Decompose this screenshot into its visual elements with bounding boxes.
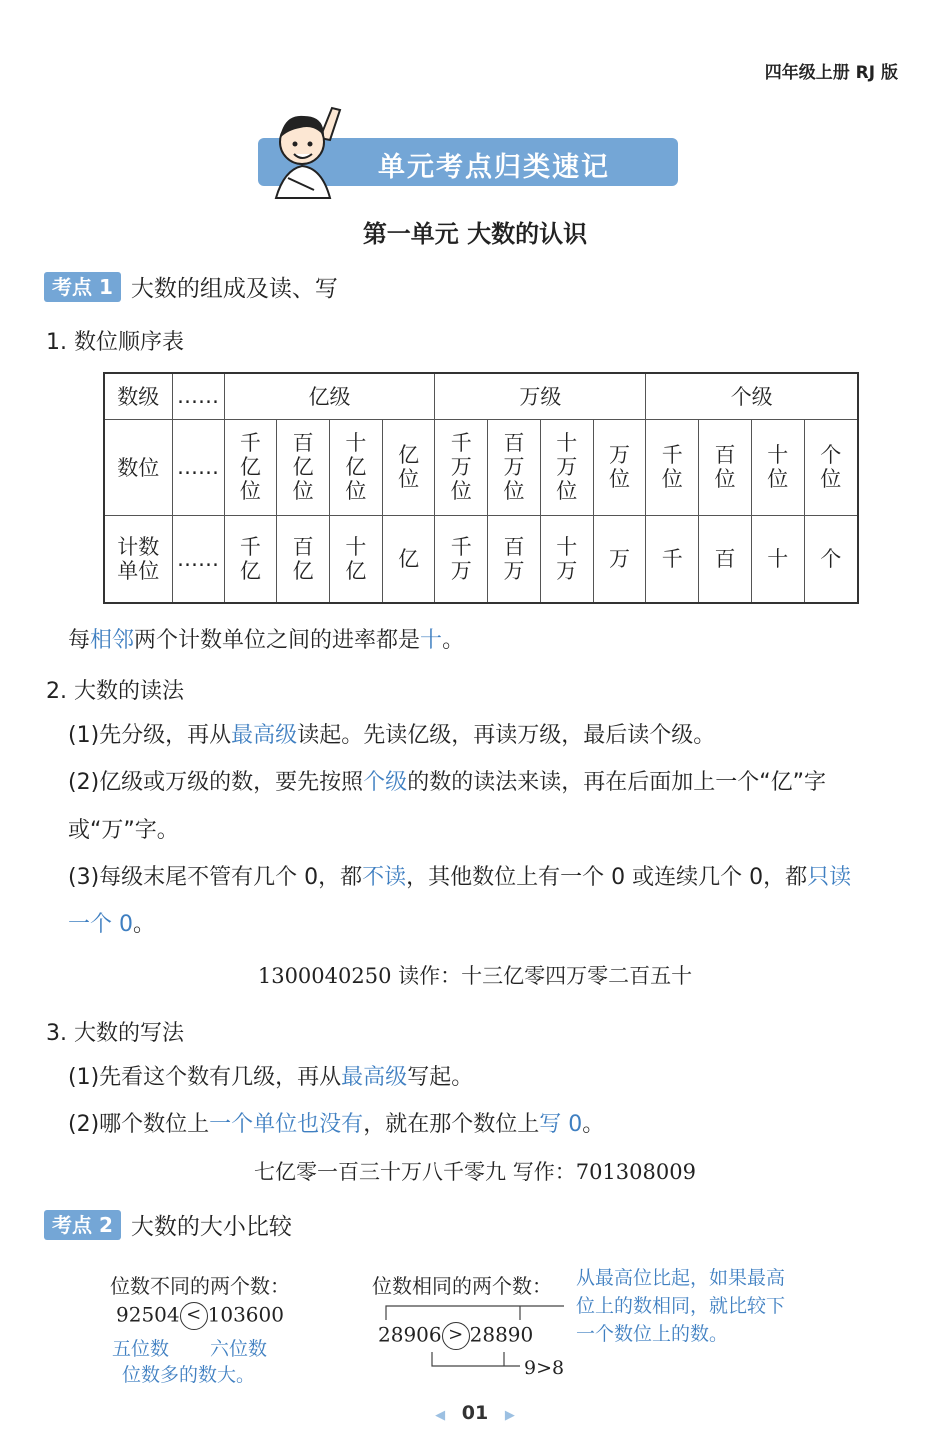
place-cell: 百亿位: [292, 431, 314, 503]
dots-cell: ……: [172, 419, 224, 515]
unit-cell: 百: [714, 546, 736, 571]
compare-right-explanation: [576, 1264, 785, 1348]
mascot-boy-icon: [270, 100, 350, 200]
section-1-heading: 1. 数位顺序表: [46, 330, 184, 355]
explanation-line: 一个数位上的数。: [576, 1323, 729, 1345]
section-3-heading: 3. 大数的写法: [46, 1021, 184, 1046]
compare-right-title: 位数相同的两个数：: [372, 1274, 552, 1298]
text: 。: [582, 1112, 605, 1137]
progression-note: [68, 626, 464, 656]
reading-rule-1: [68, 721, 715, 751]
table-row: [104, 419, 858, 515]
text: 写起。: [407, 1065, 474, 1090]
place-cell: 个位: [820, 443, 842, 491]
dots-cell: ……: [172, 373, 224, 419]
row-label: 数位: [104, 419, 172, 515]
place-cell: 百万位: [503, 431, 525, 503]
text: 。: [133, 912, 156, 937]
place-value-table: [103, 372, 859, 604]
text: 读起。先读亿级，再读万级，最后读个级。: [297, 723, 716, 748]
unit-cell: 亿: [398, 546, 420, 571]
place-cell: 十万位: [556, 431, 578, 503]
blank-answer: 最高级: [341, 1065, 408, 1090]
place-cell: 亿位: [398, 443, 420, 491]
text: (3)每级末尾不管有几个 0，都: [68, 865, 363, 890]
place-cell: 千位: [661, 443, 683, 491]
group-cell: 个级: [646, 373, 858, 419]
explanation-line: 从最高位比起，如果最高: [576, 1267, 786, 1289]
number-b: 103600: [207, 1302, 284, 1327]
kaodian-1-header: [44, 270, 338, 303]
writing-example: 七亿零一百三十万八千零九 写作：701308009: [254, 1160, 696, 1184]
compare-right-expression: [378, 1322, 533, 1350]
text: (1)先看这个数有几级，再从: [68, 1065, 342, 1090]
blank-answer: 相邻: [90, 628, 135, 653]
unit-cell: 百万: [503, 534, 525, 583]
page-number-text: 01: [461, 1402, 489, 1424]
place-cell: 十亿位: [345, 431, 367, 503]
place-cell: 十位: [767, 443, 789, 491]
unit-cell: 十亿: [345, 534, 367, 583]
blank-answer: 最高级: [231, 723, 298, 748]
row-label: 计数单位: [117, 534, 160, 583]
unit-cell: 千亿: [239, 534, 261, 583]
arrow-left-icon: ◀: [435, 1408, 446, 1423]
unit-cell: 百亿: [292, 534, 314, 583]
blank-answer: 不读: [362, 865, 407, 890]
section-2-heading: 2. 大数的读法: [46, 679, 184, 704]
explanation-line: 位上的数相同，就比较下: [576, 1295, 786, 1317]
text: (1)先分级，再从: [68, 723, 232, 748]
place-cell: 万位: [609, 443, 630, 491]
blank-answer: 个级: [363, 770, 408, 795]
compare-left-title: 位数不同的两个数：: [110, 1274, 290, 1298]
blank-answer: 一个 0: [68, 912, 133, 937]
writing-rule-1: [68, 1063, 473, 1093]
group-cell: 亿级: [224, 373, 435, 419]
digit-count-a: 五位数: [112, 1338, 170, 1360]
reading-rule-3: [68, 863, 851, 893]
grade-label: 四年级上册 RJ 版: [764, 63, 898, 83]
kaodian-2-header: [44, 1208, 292, 1241]
kaodian-1-badge: 考点 1: [44, 272, 121, 302]
text: ，就在那个数位上: [363, 1112, 540, 1137]
kaodian-2-title: 大数的大小比较: [130, 1214, 292, 1240]
group-cell: 万级: [435, 373, 646, 419]
place-cell: 百位: [714, 443, 736, 491]
place-cell: 千万位: [450, 431, 472, 503]
blank-answer: 一个单位也没有: [209, 1112, 364, 1137]
place-cell: 千亿位: [239, 431, 261, 503]
compare-operator: >: [442, 1322, 470, 1350]
reading-example: 1300040250 读作：十三亿零四万零二百五十: [257, 964, 693, 988]
number-b: 28890: [469, 1322, 534, 1347]
unit-title: 第一单元 大数的认识: [362, 220, 588, 248]
reading-rule-2-cont: 或“万”字。: [68, 818, 179, 843]
digit-compare-note: 9>8: [524, 1357, 565, 1379]
unit-cell: 十万: [556, 534, 578, 583]
unit-cell: 十: [767, 546, 789, 571]
compare-operator: <: [180, 1302, 208, 1330]
unit-cell: 个: [820, 546, 842, 571]
digit-count-b: 六位数: [210, 1338, 268, 1360]
kaodian-1-title: 大数的组成及读、写: [130, 276, 338, 302]
page-number: [0, 1402, 950, 1424]
compare-left-expression: [116, 1302, 284, 1330]
blank-answer: 写 0: [539, 1112, 583, 1137]
unit-cell: 千万: [450, 534, 472, 583]
number-a: 92504: [116, 1302, 180, 1327]
number-a: 28906: [378, 1322, 442, 1347]
text: (2)亿级或万级的数，要先按照: [68, 770, 364, 795]
row-label: 数级: [104, 373, 172, 419]
blank-answer: 只读: [807, 865, 852, 890]
dots-cell: ……: [172, 515, 224, 603]
writing-rule-2: [68, 1110, 604, 1140]
table-row: [104, 515, 858, 603]
unit-cell: 万: [609, 546, 630, 571]
reading-rule-3-cont: [68, 910, 155, 940]
compare-left-conclusion: 位数多的数大。: [122, 1364, 256, 1386]
text: 。: [442, 628, 465, 653]
text: (2)哪个数位上: [68, 1112, 210, 1137]
text: 每: [68, 628, 91, 653]
blank-answer: 十: [420, 628, 443, 653]
arrow-right-icon: ▶: [504, 1408, 515, 1423]
text: 的数的读法来读，再在后面加上一个“亿”字: [407, 770, 826, 795]
reading-rule-2: [68, 768, 826, 798]
unit-cell: 千: [661, 546, 683, 571]
text: 两个计数单位之间的进率都是: [134, 628, 421, 653]
banner-title: 单元考点归类速记: [378, 152, 610, 183]
kaodian-2-badge: 考点 2: [44, 1210, 121, 1240]
table-row: [104, 373, 858, 419]
text: ，其他数位上有一个 0 或连续几个 0，都: [406, 865, 808, 890]
